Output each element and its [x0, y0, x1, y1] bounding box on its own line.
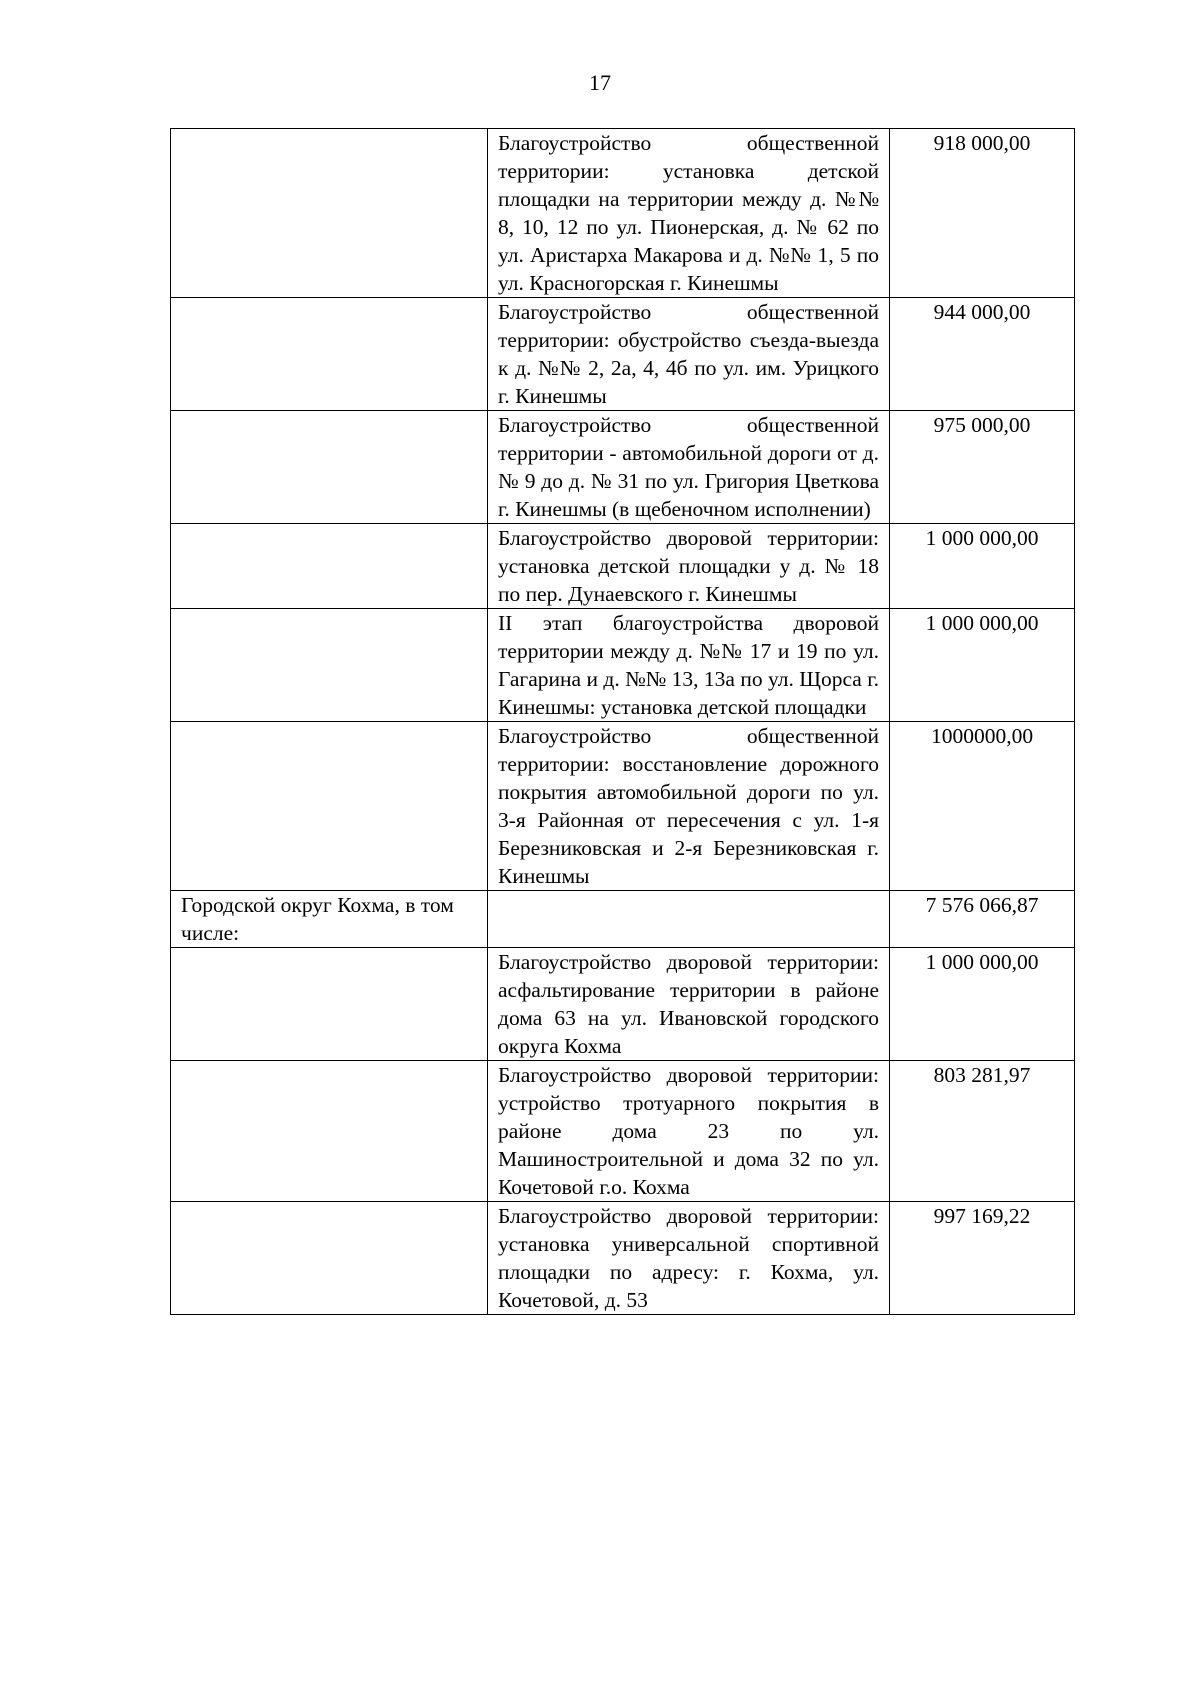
project-description-cell [488, 891, 890, 948]
municipality-cell [171, 524, 488, 609]
table-row [171, 1202, 1075, 1315]
project-description-cell: Благоустройство общественной территории: установка детской площадки на территории между д. №№ 8, 10, 12 по ул. Пионерская, д. № 62 по ул. Аристарха Макарова и д. №№ 1, 5 по ул. Красногорская г. Кинешмы [488, 129, 890, 298]
budget-table [170, 128, 1075, 1315]
amount-cell: 944 000,00 [890, 298, 1075, 411]
table-row-municipality-total [171, 891, 1075, 948]
project-description-cell: Благоустройство дворовой территории: устройство тротуарного покрытия в районе дома 23 по ул. Машиностроительной и дома 32 по ул. Кочетовой г.о. Кохма [488, 1061, 890, 1202]
project-description-cell: Благоустройство общественной территории: обустройство съезда-выезда к д. №№ 2, 2а, 4, 4б по ул. им. Урицкого г. Кинешмы [488, 298, 890, 411]
amount-cell: 7 576 066,87 [890, 891, 1075, 948]
amount-cell: 1000000,00 [890, 722, 1075, 891]
municipality-cell: Городской округ Кохма, в том числе: [171, 891, 488, 948]
municipality-cell [171, 1202, 488, 1315]
project-description-cell: Благоустройство дворовой территории: установка универсальной спортивной площадки по адресу: г. Кохма, ул. Кочетовой, д. 53 [488, 1202, 890, 1315]
municipality-cell [171, 298, 488, 411]
amount-cell: 975 000,00 [890, 411, 1075, 524]
project-description-cell: II этап благоустройства дворовой территории между д. №№ 17 и 19 по ул. Гагарина и д. №№ 13, 13а по ул. Щорса г. Кинешмы: установка детской площадки [488, 609, 890, 722]
amount-cell: 803 281,97 [890, 1061, 1075, 1202]
amount-cell: 1 000 000,00 [890, 948, 1075, 1061]
project-description-cell: Благоустройство дворовой территории: установка детской площадки у д. № 18 по пер. Дунаевского г. Кинешмы [488, 524, 890, 609]
table-row [171, 1061, 1075, 1202]
table-row [171, 411, 1075, 524]
amount-cell: 918 000,00 [890, 129, 1075, 298]
project-description-cell: Благоустройство общественной территории: восстановление дорожного покрытия автомобильной дороги по ул. 3-я Районная от пересечения с ул. 1-я Березниковская и 2-я Березниковская г. Кинешмы [488, 722, 890, 891]
table-row [171, 129, 1075, 298]
table-row [171, 298, 1075, 411]
project-description-cell: Благоустройство дворовой территории: асфальтирование территории в районе дома 63 на ул. Ивановской городского округа Кохма [488, 948, 890, 1061]
table-row [171, 609, 1075, 722]
municipality-cell [171, 722, 488, 891]
table-row [171, 524, 1075, 609]
municipality-cell [171, 1061, 488, 1202]
amount-cell: 1 000 000,00 [890, 524, 1075, 609]
municipality-cell [171, 948, 488, 1061]
amount-cell: 1 000 000,00 [890, 609, 1075, 722]
table-row [171, 722, 1075, 891]
municipality-cell [171, 609, 488, 722]
municipality-cell [171, 129, 488, 298]
amount-cell: 997 169,22 [890, 1202, 1075, 1315]
project-description-cell: Благоустройство общественной территории - автомобильной дороги от д. № 9 до д. № 31 по ул. Григория Цветкова г. Кинешмы (в щебеночном исполнении) [488, 411, 890, 524]
municipality-cell [171, 411, 488, 524]
page-number: 17 [589, 70, 611, 95]
table-row [171, 948, 1075, 1061]
